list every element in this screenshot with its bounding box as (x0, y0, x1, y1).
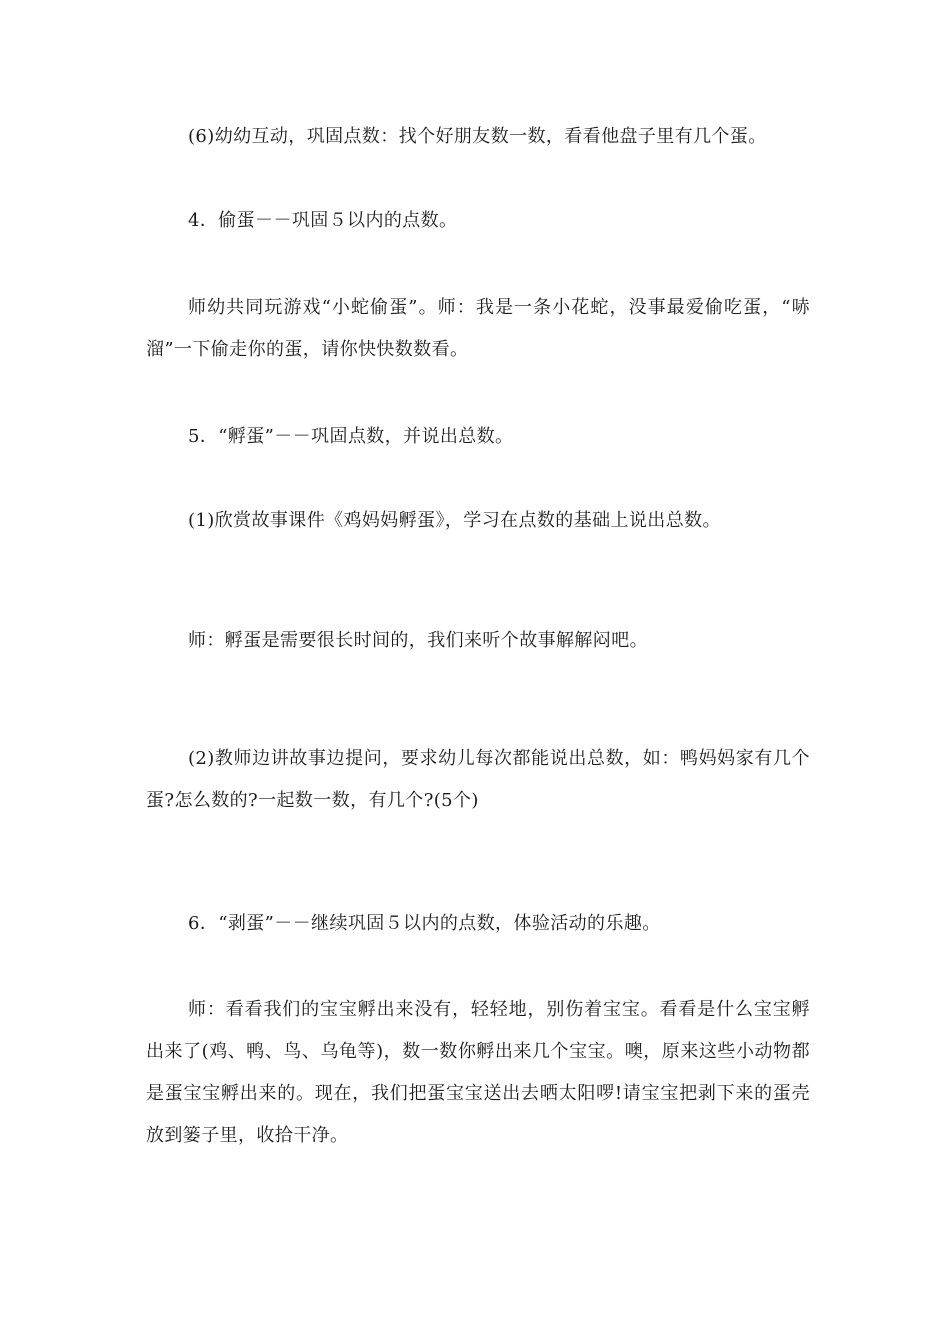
paragraph-partner-counting: (6)幼幼互动，巩固点数：找个好朋友数一数，看看他盘子里有几个蛋。 (188, 126, 767, 147)
paragraph-story-courseware: (1)欣赏故事课件《鸡妈妈孵蛋》，学习在点数的基础上说出总数。 (188, 510, 721, 531)
paragraph-teacher-story: 师：孵蛋是需要很长时间的，我们来听个故事解解闷吧。 (188, 630, 648, 651)
paragraph-snake-game: 师幼共同玩游戏“小蛇偷蛋”。师：我是一条小花蛇，没事最爱偷吃蛋，“哧溜”一下偷走你的蛋，请你快快数数看。 (146, 297, 810, 360)
heading-steal-eggs: 4．偷蛋－－巩固５以内的点数。 (188, 210, 458, 231)
heading-hatch-eggs: 5．“孵蛋”－－巩固点数，并说出总数。 (188, 426, 514, 447)
paragraph-teacher-questions: (2)教师边讲故事边提问，要求幼儿每次都能说出总数，如：鸭妈妈家有几个蛋?怎么数的?一起数一数，有几个?(5个) (146, 748, 810, 811)
paragraph-hatched-babies: 师：看看我们的宝宝孵出来没有，轻轻地，别伤着宝宝。看看是什么宝宝孵出来了(鸡、鸭、鸟、乌龟等)，数一数你孵出来几个宝宝。噢，原来这些小动物都是蛋宝宝孵出来的。现在，我们把蛋宝宝送出去晒太阳啰!请宝宝把剥下来的蛋壳放到篓子里，收拾干净。 (146, 999, 810, 1146)
heading-peel-eggs: 6．“剥蛋”－－继续巩固５以内的点数，体验活动的乐趣。 (188, 913, 661, 934)
